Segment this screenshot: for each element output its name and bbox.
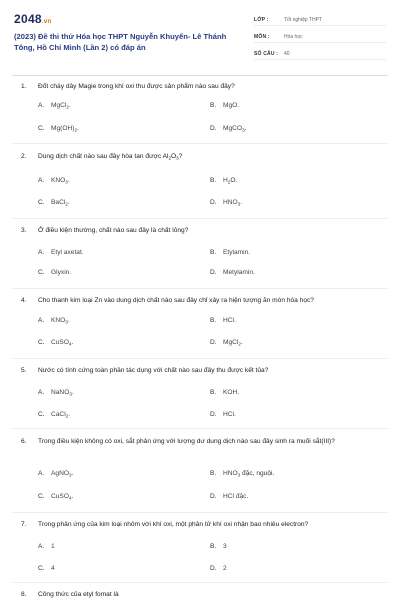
option-tail: . (67, 177, 70, 184)
option-c[interactable] (38, 492, 73, 504)
option-letter: D. (210, 411, 217, 418)
option-b[interactable] (210, 176, 237, 188)
option-text: Mg(OH) (51, 125, 75, 132)
question-text (38, 152, 391, 164)
meta-row-socau (254, 46, 386, 60)
question-separator (12, 218, 388, 219)
option-subscript: 2 (65, 201, 68, 207)
option-a[interactable] (38, 388, 74, 400)
question-separator (12, 512, 388, 513)
option-subscript: 3 (65, 319, 68, 325)
site-logo[interactable] (14, 12, 51, 26)
option-b[interactable] (210, 388, 239, 398)
meta-row-mon (254, 29, 386, 43)
question-number: 8. (21, 591, 27, 598)
option-letter: D. (210, 493, 217, 500)
option-b[interactable] (210, 542, 227, 552)
question-text: Công thức của etyl fomat là (38, 591, 119, 598)
page-header (0, 0, 400, 66)
option-text: HCl đặc. (223, 493, 249, 500)
option-subscript: 3 (69, 391, 72, 397)
option-letter: C. (38, 493, 45, 500)
question-stem (21, 296, 391, 306)
question-subscript: 2 (168, 155, 172, 161)
option-tail: O. (230, 177, 238, 184)
option-b[interactable] (210, 101, 239, 111)
option-subscript: 3 (237, 201, 241, 207)
meta-label-mon: MÔN : (254, 34, 270, 40)
question-number: 5. (21, 367, 27, 374)
option-c[interactable] (38, 198, 70, 210)
option-d[interactable] (210, 492, 248, 502)
meta-label-socau: SỐ CÂU : (254, 51, 279, 57)
option-text: MgCl (223, 339, 239, 346)
option-d[interactable] (210, 198, 242, 210)
question-stem (21, 437, 391, 447)
option-c[interactable] (38, 410, 70, 422)
question-separator (12, 143, 388, 144)
option-letter: C. (38, 339, 45, 346)
logo-main: 2048 (14, 12, 42, 26)
option-text: CuSO (51, 493, 69, 500)
option-c[interactable] (38, 124, 79, 136)
question-text-part: O (171, 153, 177, 160)
option-letter: A. (38, 317, 45, 324)
option-letter: A. (38, 470, 45, 477)
meta-label-lop: LỚP : (254, 17, 269, 23)
option-letter: A. (38, 249, 45, 256)
option-letter: D. (210, 125, 217, 132)
option-letter: B. (210, 249, 217, 256)
option-letter: C. (38, 411, 45, 418)
option-a[interactable] (38, 101, 71, 113)
option-subscript: 3 (237, 472, 241, 478)
option-text: BaCl (51, 199, 66, 206)
question-text-part: ? (178, 153, 183, 160)
option-text: 4 (51, 565, 55, 572)
option-text: KOH. (223, 389, 240, 396)
option-text: CuSO (51, 339, 69, 346)
question-text: Đốt cháy dây Magie trong khí oxi thu được sản phẩm nào sau đây? (38, 83, 235, 90)
option-a[interactable] (38, 176, 70, 188)
option-subscript: 2 (66, 104, 69, 110)
question-stem (21, 152, 391, 164)
option-subscript: 2 (65, 413, 69, 419)
option-tail: . (71, 339, 74, 346)
option-tail: . (77, 125, 79, 132)
option-text: HNO (223, 199, 238, 206)
option-subscript: 3 (68, 472, 72, 478)
option-text: 2 (223, 565, 227, 572)
option-text: KNO (51, 177, 66, 184)
option-b[interactable] (210, 469, 274, 481)
question-stem (21, 520, 391, 530)
question-text: Trong điều kiện không có oxi, sắt phản ứng với lượng dư dung dịch nào sau đây sinh ra muối sắt(III)? (38, 438, 335, 445)
document-meta (254, 12, 386, 63)
option-letter: B. (210, 543, 217, 550)
option-letter: A. (38, 543, 45, 550)
option-letter: D. (210, 565, 217, 572)
option-subscript: 3 (65, 179, 68, 185)
option-tail: . (67, 199, 70, 206)
question-stem (21, 366, 391, 376)
option-letter: B. (210, 317, 217, 324)
question-stem (21, 226, 391, 236)
option-tail: . (67, 317, 70, 324)
option-d[interactable] (210, 268, 255, 278)
option-c[interactable] (38, 268, 71, 278)
option-c[interactable] (38, 564, 55, 574)
question-number: 1. (21, 83, 27, 90)
meta-value-lop: Tốt nghiệp THPT (284, 17, 322, 23)
option-letter: B. (210, 102, 217, 109)
option-text: MgCO (223, 125, 243, 132)
option-letter: D. (210, 269, 217, 276)
question-separator (12, 288, 388, 289)
option-subscript: 3 (242, 127, 245, 133)
question-number: 3. (21, 227, 27, 234)
option-text: H (223, 177, 228, 184)
option-text: MgO. (223, 102, 240, 109)
option-letter: D. (210, 199, 217, 206)
option-d[interactable] (210, 124, 246, 136)
option-tail: . (244, 125, 247, 132)
option-letter: A. (38, 177, 45, 184)
option-text: CaCl (51, 411, 66, 418)
question-separator (12, 582, 388, 583)
option-letter: A. (38, 102, 45, 109)
option-subscript: 4 (68, 341, 72, 347)
option-letter: C. (38, 199, 45, 206)
option-a[interactable] (38, 248, 84, 258)
option-letter: B. (210, 470, 217, 477)
option-text: HNO (223, 470, 238, 477)
option-letter: C. (38, 125, 45, 132)
option-text: Etylamin. (223, 249, 251, 256)
option-text: Metylamin. (223, 269, 255, 276)
option-letter: A. (38, 389, 45, 396)
option-letter: C. (38, 565, 45, 572)
option-text: HCl. (223, 411, 236, 418)
question-text: Nước có tính cứng toàn phần tác dụng với chất nào sau đây thu được kết tủa? (38, 367, 269, 374)
option-tail: . (71, 389, 74, 396)
question-text: Ở điều kiện thường, chất nào sau đây là chất lỏng? (38, 227, 189, 234)
option-text: KNO (51, 317, 66, 324)
question-subscript: 3 (176, 155, 179, 161)
option-letter: B. (210, 389, 217, 396)
option-text: HCl. (223, 317, 236, 324)
option-tail: . (68, 411, 71, 418)
option-letter: D. (210, 339, 217, 346)
option-letter: C. (38, 269, 45, 276)
option-subscript: 2 (74, 127, 78, 133)
option-tail: . (71, 470, 74, 477)
question-text: Cho thanh kim loại Zn vào dung dịch chất nào sau đây chỉ xảy ra hiện tượng ăn mòn hóa học? (38, 297, 314, 304)
option-d[interactable] (210, 564, 227, 574)
question-number: 7. (21, 521, 27, 528)
question-stem (21, 590, 391, 600)
option-tail: . (240, 339, 243, 346)
header-divider (12, 75, 388, 76)
question-number: 6. (21, 438, 27, 445)
question-text-part: Dung dịch chất nào sau đây hòa tan được Al (38, 153, 169, 160)
option-tail: . (68, 102, 71, 109)
question-stem (21, 82, 391, 92)
question-separator (12, 428, 388, 429)
option-b[interactable] (210, 316, 236, 326)
option-tail: . (240, 199, 243, 206)
option-a[interactable] (38, 469, 73, 481)
option-letter: B. (210, 177, 217, 184)
question-number: 4. (21, 297, 27, 304)
question-number: 2. (21, 153, 27, 160)
option-c[interactable] (38, 338, 73, 350)
option-subscript: 4 (68, 495, 72, 501)
meta-value-socau: 40 (284, 51, 290, 57)
option-text: Etyl axetat. (51, 249, 84, 256)
option-subscript: 2 (227, 179, 231, 185)
option-text: AgNO (51, 470, 69, 477)
option-a[interactable] (38, 316, 70, 328)
meta-row-lop (254, 12, 386, 26)
option-d[interactable] (210, 410, 236, 420)
option-text: 3 (223, 543, 227, 550)
option-tail: . (71, 493, 74, 500)
option-a[interactable] (38, 542, 55, 552)
option-text: 1 (51, 543, 55, 550)
question-separator (12, 358, 388, 359)
option-tail: đặc, nguội. (240, 470, 275, 477)
option-subscript: 2 (238, 341, 241, 347)
option-d[interactable] (210, 338, 243, 350)
meta-value-mon: Hóa học (284, 34, 303, 40)
question-text: Trong phản ứng của kim loại nhôm với khí oxi, một phân tử khí oxi nhận bao nhiêu electron? (38, 521, 309, 528)
logo-suffix: .vn (41, 19, 52, 25)
document-title: (2023) Đề thi thử Hóa học THPT Nguyễn Khuyến- Lê Thánh Tông, Hồ Chí Minh (Lần 2) có đáp án (14, 32, 227, 52)
option-text: Glyxin. (51, 269, 72, 276)
option-text: NaNO (51, 389, 70, 396)
option-b[interactable] (210, 248, 250, 258)
option-text: MgCl (51, 102, 67, 109)
